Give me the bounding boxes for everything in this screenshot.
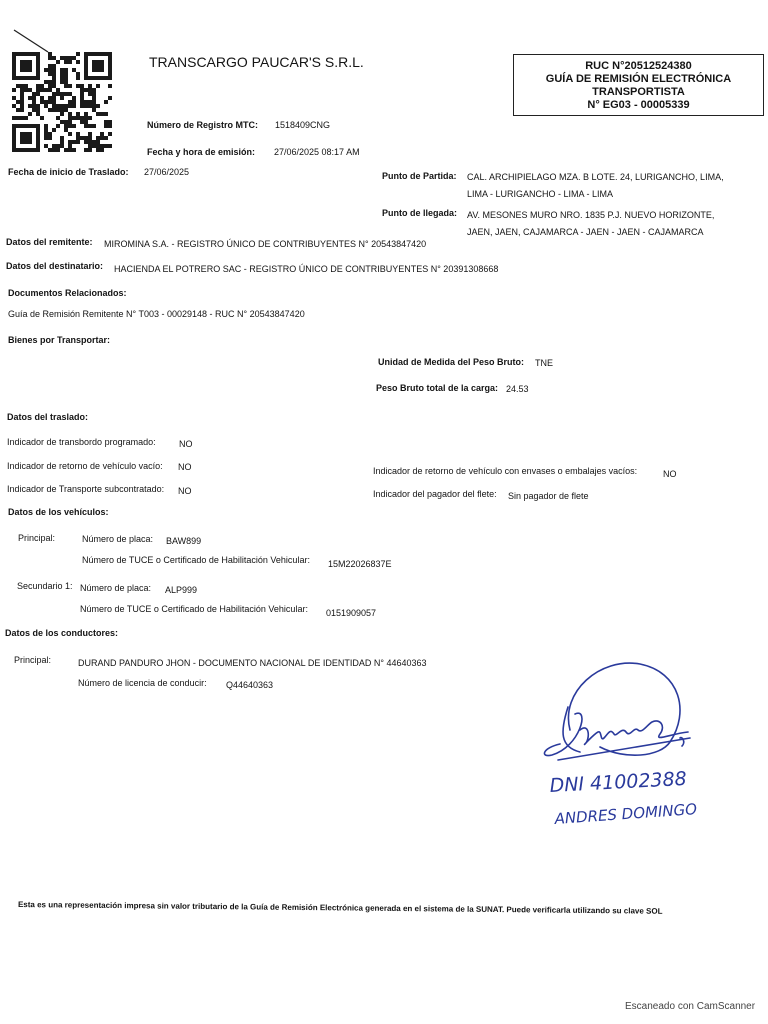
secundario-tuce-label: Número de TUCE o Certificado de Habilitación Vehicular: bbox=[80, 604, 308, 614]
secundario-placa-value: ALP999 bbox=[165, 585, 198, 595]
principal-tuce-value: 15M22026837E bbox=[328, 559, 392, 569]
partida-label: Punto de Partida: bbox=[382, 171, 457, 181]
emission-value: 27/06/2025 08:17 AM bbox=[274, 147, 360, 157]
traslado-start-label: Fecha de inicio de Traslado: bbox=[8, 167, 129, 177]
conductores-heading: Datos de los conductores: bbox=[5, 628, 119, 638]
remitente-value: MIROMINA S.A. - REGISTRO ÚNICO DE CONTRIBUYENTES N° 20543847420 bbox=[104, 239, 427, 249]
unit-value: TNE bbox=[535, 358, 553, 368]
conductor-principal-label: Principal: bbox=[14, 655, 52, 665]
footer-note: Esta es una representación impresa sin valor tributario de la Guía de Remisión Electrónica generada en el sistema de la SUNAT. Puede verificarla utilizando su clave SOL bbox=[17, 900, 663, 916]
documentos-line: Guía de Remisión Remitente N° T003 - 00029148 - RUC N° 20543847420 bbox=[8, 309, 305, 319]
retorno-vacio-label: Indicador de retorno de vehículo vacío: bbox=[7, 461, 163, 471]
destinatario-value: HACIENDA EL POTRERO SAC - REGISTRO ÚNICO DE CONTRIBUYENTES N° 20391308668 bbox=[114, 264, 499, 274]
doc-number: N° EG03 - 00005339 bbox=[587, 99, 690, 111]
bienes-heading: Bienes por Transportar: bbox=[8, 335, 111, 345]
qr-code bbox=[12, 52, 116, 152]
subcontratado-value: NO bbox=[178, 486, 192, 496]
retorno-envases-label: Indicador de retorno de vehículo con envases o embalajes vacíos: bbox=[373, 466, 638, 476]
destinatario-label: Datos del destinatario: bbox=[6, 261, 104, 271]
retorno-envases-value: NO bbox=[663, 469, 677, 479]
partida-line-1: CAL. ARCHIPIELAGO MZA. B LOTE. 24, LURIGANCHO, LIMA, bbox=[467, 172, 724, 182]
partida-line-2: LIMA - LURIGANCHO - LIMA - LIMA bbox=[467, 189, 614, 199]
documentos-heading: Documentos Relacionados: bbox=[8, 288, 127, 298]
mtc-value: 1518409CNG bbox=[275, 120, 331, 130]
licencia-value: Q44640363 bbox=[226, 680, 274, 690]
llegada-line-2: JAEN, JAEN, CAJAMARCA - JAEN - JAEN - CAJAMARCA bbox=[467, 227, 704, 237]
vehiculos-heading: Datos de los vehículos: bbox=[8, 507, 109, 517]
conductor-principal-value: DURAND PANDURO JHON - DOCUMENTO NACIONAL DE IDENTIDAD N° 44640363 bbox=[78, 658, 427, 668]
emission-label: Fecha y hora de emisión: bbox=[147, 147, 256, 157]
secundario-placa-label: Número de placa: bbox=[80, 583, 152, 593]
llegada-label: Punto de llegada: bbox=[382, 208, 458, 218]
llegada-line-1: AV. MESONES MURO NRO. 1835 P.J. NUEVO HORIZONTE, bbox=[467, 210, 715, 220]
retorno-vacio-value: NO bbox=[178, 462, 192, 472]
pagador-value: Sin pagador de flete bbox=[508, 491, 589, 501]
vehiculo-principal-label: Principal: bbox=[18, 533, 56, 543]
transbordo-value: NO bbox=[179, 439, 193, 449]
weight-label: Peso Bruto total de la carga: bbox=[376, 383, 499, 393]
transbordo-label: Indicador de transbordo programado: bbox=[7, 437, 156, 447]
subcontratado-label: Indicador de Transporte subcontratado: bbox=[7, 484, 165, 494]
ruc-box bbox=[513, 54, 764, 116]
doc-title-line-2: TRANSPORTISTA bbox=[592, 86, 685, 98]
doc-title-line-1: GUÍA DE REMISIÓN ELECTRÓNICA bbox=[545, 73, 732, 85]
ruc-number: RUC N°20512524380 bbox=[585, 60, 692, 72]
remitente-label: Datos del remitente: bbox=[6, 237, 93, 247]
weight-value: 24.53 bbox=[506, 384, 529, 394]
signature-name: ANDRES DOMINGO bbox=[554, 800, 698, 828]
licencia-label: Número de licencia de conducir: bbox=[78, 678, 207, 688]
secundario-tuce-value: 0151909057 bbox=[326, 608, 377, 618]
traslado-start-value: 27/06/2025 bbox=[144, 167, 190, 177]
handwritten-signature bbox=[530, 652, 768, 837]
pagador-label: Indicador del pagador del flete: bbox=[373, 489, 497, 499]
company-name: TRANSCARGO PAUCAR'S S.R.L. bbox=[149, 54, 364, 70]
principal-placa-value: BAW899 bbox=[166, 536, 202, 546]
scan-mark-line bbox=[12, 28, 52, 54]
camscanner-watermark: Escaneado con CamScanner bbox=[625, 1001, 756, 1012]
principal-placa-label: Número de placa: bbox=[82, 534, 154, 544]
vehiculo-secundario-label: Secundario 1: bbox=[17, 581, 73, 591]
signature-dni: DNI 41002388 bbox=[549, 767, 688, 797]
traslado-heading: Datos del traslado: bbox=[7, 412, 89, 422]
unit-label: Unidad de Medida del Peso Bruto: bbox=[378, 357, 525, 367]
principal-tuce-label: Número de TUCE o Certificado de Habilitación Vehicular: bbox=[82, 555, 310, 565]
mtc-label: Número de Registro MTC: bbox=[147, 120, 259, 130]
